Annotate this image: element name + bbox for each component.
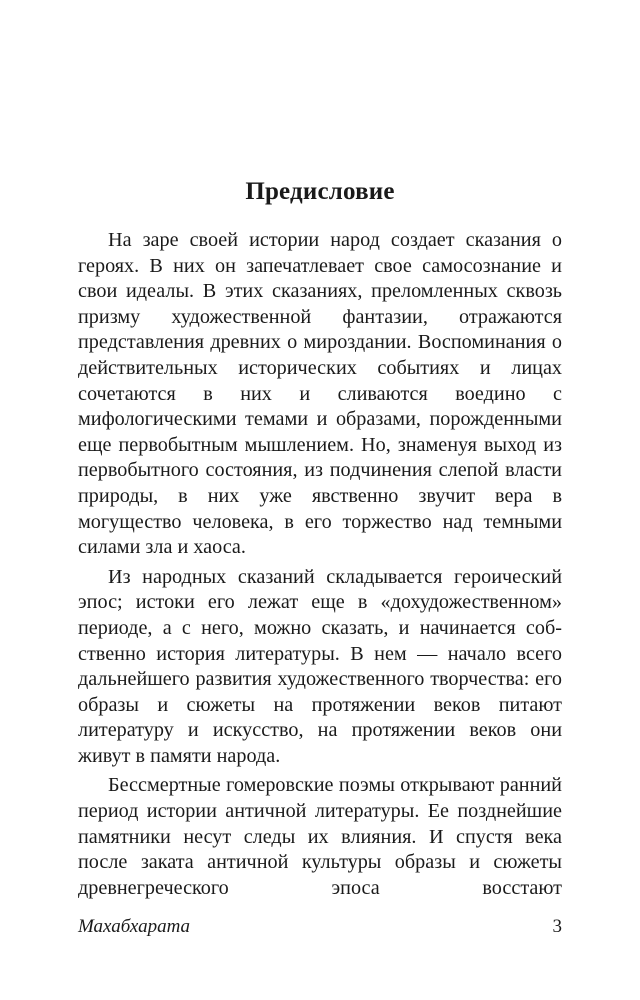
running-title: Махабхарата [78, 916, 191, 937]
body-text [78, 228, 562, 905]
book-page [78, 0, 562, 1000]
paragraph-3: Бессмертные гомеровские поэмы открывают ранний период истории античной литературы. Ее позднейшие памятники несут следы их влияния. И спустя века после заката античной культуры образы и сюжеты древнегреческого эпоса восстают [78, 774, 562, 899]
page-title: Предисловие [245, 178, 395, 205]
paragraph-1: На заре своей истории народ создает сказания о героях. В них он запечатлевает свое самосознание и свои идеалы. В этих сказаниях, преломленных сквозь призму художественной фантазии, отражаются представления древних о мироздании. Воспоминания о действительных исторических событиях и лицах сочетаются в них и сливаются воедино с мифологическими темами и образами, порожденными еще первобытным мышлением. Но, знаменуя выход из первобытного состояния, из подчинения слепой власти природы, в них уже явственно звучит вера в могущество человека, в его торжество над темными силами зла и хаоса. [78, 229, 562, 559]
page-footer [78, 916, 562, 944]
page-number: 3 [552, 916, 562, 937]
paragraph-2: Из народных сказаний складывается героический эпос; истоки его лежат еще в «дохудожественном» периоде, а с него, можно сказать, и начинается собственно история литературы. В нем — начало всего дальнейшего развития художественного творчества: его образы и сюжеты на протяжении веков питают литературу и искусство, на протяжении веков они живут в памяти народа. [78, 565, 562, 767]
